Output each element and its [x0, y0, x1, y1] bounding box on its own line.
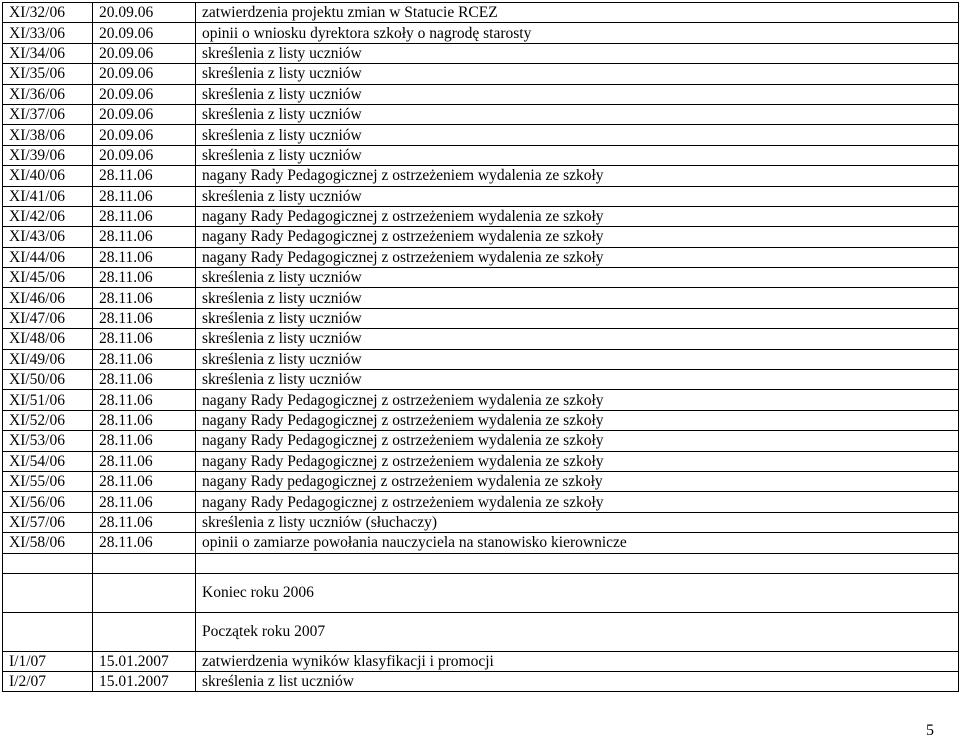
- resolution-subject: skreślenia z listy uczniów: [196, 288, 959, 308]
- resolution-number: XI/54/06: [3, 451, 93, 471]
- table-row: [3, 492, 959, 512]
- resolution-number: XI/33/06: [3, 23, 93, 43]
- table-row: [3, 512, 959, 532]
- empty-cell: [3, 573, 93, 612]
- resolution-subject: skreślenia z listy uczniów (słuchaczy): [196, 512, 959, 532]
- resolution-date: 15.01.2007: [93, 651, 196, 671]
- resolution-date: 28.11.06: [93, 370, 196, 390]
- empty-cell: [93, 612, 196, 651]
- section-row-start-of-year: [3, 612, 959, 651]
- resolution-number: XI/50/06: [3, 370, 93, 390]
- table-row: [3, 125, 959, 145]
- resolution-date: 28.11.06: [93, 206, 196, 226]
- resolution-number: XI/41/06: [3, 186, 93, 206]
- resolution-date: 20.09.06: [93, 145, 196, 165]
- resolution-date: 20.09.06: [93, 125, 196, 145]
- table-row: [3, 23, 959, 43]
- resolution-number: XI/45/06: [3, 268, 93, 288]
- resolution-subject: nagany Rady Pedagogicznej z ostrzeżeniem wydalenia ze szkoły: [196, 247, 959, 267]
- resolution-number: XI/38/06: [3, 125, 93, 145]
- resolution-date: 28.11.06: [93, 410, 196, 430]
- empty-cell: [3, 553, 93, 573]
- table-row: [3, 471, 959, 491]
- resolution-number: I/2/07: [3, 671, 93, 691]
- resolution-subject: skreślenia z listy uczniów: [196, 84, 959, 104]
- resolution-date: 28.11.06: [93, 186, 196, 206]
- table-row: [3, 166, 959, 186]
- empty-cell: [93, 553, 196, 573]
- resolution-subject: zatwierdzenia wyników klasyfikacji i promocji: [196, 651, 959, 671]
- table-row: [3, 104, 959, 124]
- table-row: [3, 84, 959, 104]
- resolutions-table-body-2007: [3, 651, 959, 692]
- resolution-subject: skreślenia z listy uczniów: [196, 43, 959, 63]
- table-row: [3, 288, 959, 308]
- resolution-number: XI/49/06: [3, 349, 93, 369]
- resolution-subject: nagany Rady Pedagogicznej z ostrzeżeniem wydalenia ze szkoły: [196, 451, 959, 471]
- table-row: [3, 308, 959, 328]
- resolution-number: XI/34/06: [3, 43, 93, 63]
- resolution-date: 28.11.06: [93, 349, 196, 369]
- resolution-subject: skreślenia z listy uczniów: [196, 64, 959, 84]
- resolution-subject: nagany Rady Pedagogicznej z ostrzeżeniem wydalenia ze szkoły: [196, 431, 959, 451]
- resolution-subject: opinii o wniosku dyrektora szkoły o nagrodę starosty: [196, 23, 959, 43]
- resolution-subject: nagany Rady Pedagogicznej z ostrzeżeniem wydalenia ze szkoły: [196, 166, 959, 186]
- table-row: [3, 390, 959, 410]
- resolution-number: XI/39/06: [3, 145, 93, 165]
- resolution-number: XI/53/06: [3, 431, 93, 451]
- resolution-date: 28.11.06: [93, 431, 196, 451]
- empty-cell: [196, 553, 959, 573]
- resolution-number: XI/37/06: [3, 104, 93, 124]
- resolution-date: 20.09.06: [93, 104, 196, 124]
- resolution-date: 28.11.06: [93, 247, 196, 267]
- page-number: 5: [926, 722, 934, 739]
- resolution-date: 15.01.2007: [93, 671, 196, 691]
- resolution-number: XI/58/06: [3, 533, 93, 553]
- table-row: [3, 145, 959, 165]
- empty-cell: [93, 573, 196, 612]
- resolution-date: 20.09.06: [93, 64, 196, 84]
- resolutions-table: [2, 2, 959, 692]
- table-row: [3, 329, 959, 349]
- table-row: [3, 671, 959, 691]
- resolution-date: 28.11.06: [93, 227, 196, 247]
- resolution-date: 28.11.06: [93, 512, 196, 532]
- table-row: [3, 410, 959, 430]
- empty-row: [3, 553, 959, 573]
- table-row: [3, 64, 959, 84]
- table-row: [3, 206, 959, 226]
- table-row: [3, 43, 959, 63]
- resolution-number: XI/43/06: [3, 227, 93, 247]
- resolution-date: 28.11.06: [93, 166, 196, 186]
- resolution-subject: nagany Rady Pedagogicznej z ostrzeżeniem wydalenia ze szkoły: [196, 206, 959, 226]
- table-row: [3, 3, 959, 23]
- resolution-subject: skreślenia z listy uczniów: [196, 349, 959, 369]
- resolution-number: XI/52/06: [3, 410, 93, 430]
- resolution-date: 20.09.06: [93, 3, 196, 23]
- resolution-subject: skreślenia z listy uczniów: [196, 145, 959, 165]
- resolution-date: 20.09.06: [93, 84, 196, 104]
- start-of-year-label: Początek roku 2007: [196, 612, 959, 651]
- resolution-number: XI/44/06: [3, 247, 93, 267]
- resolution-date: 28.11.06: [93, 492, 196, 512]
- resolution-date: 28.11.06: [93, 533, 196, 553]
- resolution-number: XI/42/06: [3, 206, 93, 226]
- resolution-number: XI/56/06: [3, 492, 93, 512]
- resolution-number: XI/46/06: [3, 288, 93, 308]
- resolution-number: XI/40/06: [3, 166, 93, 186]
- resolution-subject: skreślenia z listy uczniów: [196, 370, 959, 390]
- resolution-date: 28.11.06: [93, 308, 196, 328]
- resolution-number: XI/47/06: [3, 308, 93, 328]
- table-row: [3, 186, 959, 206]
- resolution-number: XI/35/06: [3, 64, 93, 84]
- table-row: [3, 349, 959, 369]
- resolution-number: XI/48/06: [3, 329, 93, 349]
- resolution-date: 28.11.06: [93, 390, 196, 410]
- resolution-subject: nagany Rady pedagogicznej z ostrzeżeniem wydalenia ze szkoły: [196, 471, 959, 491]
- table-row: [3, 268, 959, 288]
- table-row: [3, 247, 959, 267]
- resolution-subject: nagany Rady Pedagogicznej z ostrzeżeniem wydalenia ze szkoły: [196, 410, 959, 430]
- table-row: [3, 451, 959, 471]
- resolution-subject: opinii o zamiarze powołania nauczyciela na stanowisko kierownicze: [196, 533, 959, 553]
- table-row: [3, 651, 959, 671]
- resolutions-table-body-2006: [3, 3, 959, 554]
- end-of-year-label: Koniec roku 2006: [196, 573, 959, 612]
- resolution-subject: nagany Rady Pedagogicznej z ostrzeżeniem wydalenia ze szkoły: [196, 390, 959, 410]
- resolution-date: 28.11.06: [93, 268, 196, 288]
- empty-cell: [3, 612, 93, 651]
- resolution-date: 20.09.06: [93, 43, 196, 63]
- table-row: [3, 370, 959, 390]
- resolution-date: 28.11.06: [93, 288, 196, 308]
- resolution-subject: skreślenia z listy uczniów: [196, 186, 959, 206]
- resolution-date: 20.09.06: [93, 23, 196, 43]
- resolution-number: XI/57/06: [3, 512, 93, 532]
- table-row: [3, 227, 959, 247]
- table-row: [3, 431, 959, 451]
- resolution-subject: nagany Rady Pedagogicznej z ostrzeżeniem wydalenia ze szkoły: [196, 492, 959, 512]
- resolution-subject: skreślenia z listy uczniów: [196, 329, 959, 349]
- resolution-subject: skreślenia z list uczniów: [196, 671, 959, 691]
- resolution-number: XI/36/06: [3, 84, 93, 104]
- section-row-end-of-year: [3, 573, 959, 612]
- resolution-date: 28.11.06: [93, 471, 196, 491]
- resolution-subject: skreślenia z listy uczniów: [196, 308, 959, 328]
- resolution-subject: nagany Rady Pedagogicznej z ostrzeżeniem wydalenia ze szkoły: [196, 227, 959, 247]
- resolution-subject: skreślenia z listy uczniów: [196, 104, 959, 124]
- resolution-number: I/1/07: [3, 651, 93, 671]
- resolution-number: XI/32/06: [3, 3, 93, 23]
- resolution-date: 28.11.06: [93, 329, 196, 349]
- resolution-subject: skreślenia z listy uczniów: [196, 268, 959, 288]
- resolution-number: XI/51/06: [3, 390, 93, 410]
- table-row: [3, 533, 959, 553]
- year-separator: [3, 553, 959, 651]
- resolution-subject: skreślenia z listy uczniów: [196, 125, 959, 145]
- resolution-number: XI/55/06: [3, 471, 93, 491]
- resolution-subject: zatwierdzenia projektu zmian w Statucie RCEZ: [196, 3, 959, 23]
- resolution-date: 28.11.06: [93, 451, 196, 471]
